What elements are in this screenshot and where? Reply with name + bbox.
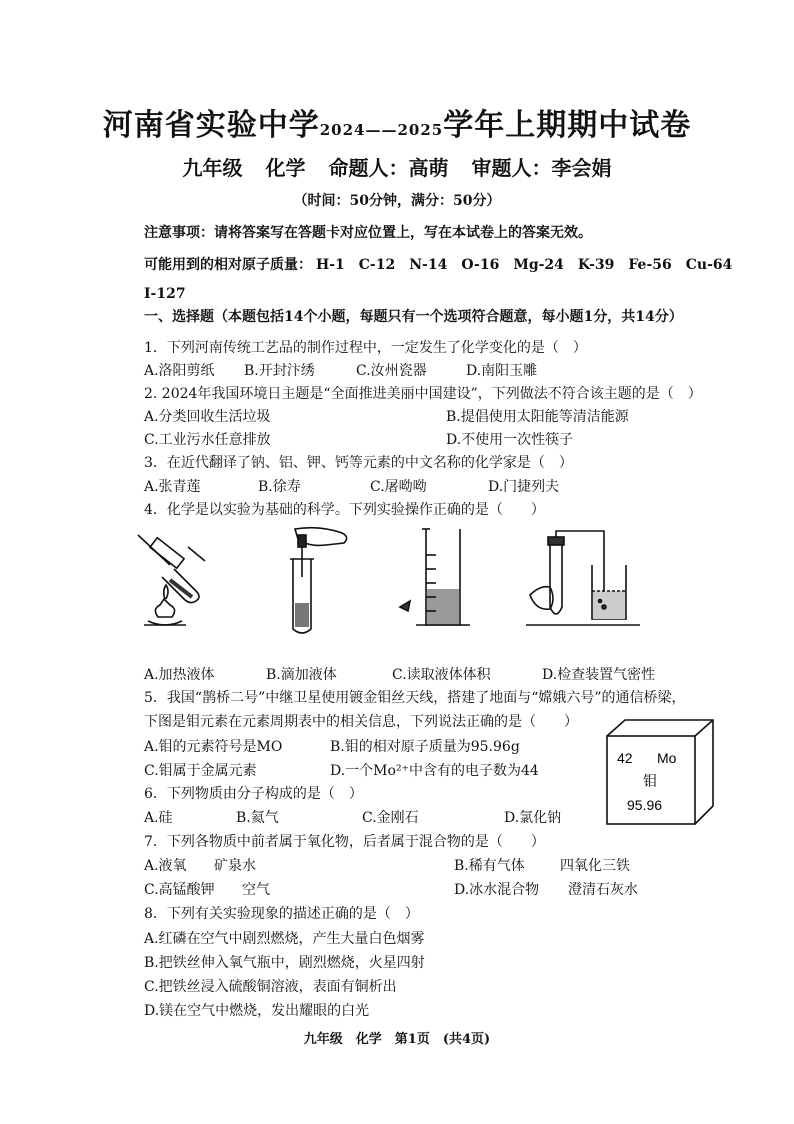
mass-c: C-12 bbox=[358, 257, 396, 273]
q7-option-d-second: 澄清石灰水 bbox=[568, 882, 638, 898]
question-6-stem: 6．下列物质由分子构成的是（ ） bbox=[144, 786, 363, 802]
question-2-stem: 2. 2024年我国环境日主题是“全面推进美丽中国建设”，下列做法不符合该主题的是（ ） bbox=[144, 386, 702, 402]
heating-liquid-figure bbox=[138, 535, 205, 625]
q3-option-b: B.徐寿 bbox=[258, 479, 301, 495]
q7-option-c-first: C.高锰酸钾 bbox=[144, 882, 215, 898]
question-5-stem-line1: 5．我国“鹊桥二号”中继卫星使用镀金钼丝天线，搭建了地面与“嫦娥六号”的通信桥梁， bbox=[144, 690, 686, 706]
q2-option-d: D.不使用一次性筷子 bbox=[446, 432, 574, 448]
reviewer-label: 审题人：李会娟 bbox=[471, 156, 612, 180]
section-heading: 一、选择题（本题包括14个小题，每题只有一个选项符合题意，每小题1分，共14分） bbox=[144, 309, 683, 325]
mass-cu: Cu-64 bbox=[685, 257, 733, 273]
q4-option-c: C.读取液体体积 bbox=[392, 667, 491, 683]
author-label: 命题人：高萌 bbox=[328, 156, 449, 180]
element-number: 42 bbox=[617, 750, 633, 766]
q4-option-a: A.加热液体 bbox=[144, 667, 215, 683]
page-footer: 九年级 化学 第1页 (共4页) bbox=[303, 1032, 491, 1047]
mass-o: O-16 bbox=[461, 257, 500, 273]
mass-mg: Mg-24 bbox=[513, 257, 564, 273]
q4-option-d: D.检查装置气密性 bbox=[542, 667, 656, 683]
q8-option-b: B.把铁丝伸入氧气瓶中，剧烈燃烧，火星四射 bbox=[144, 955, 425, 971]
q5-option-c: C.钼属于金属元素 bbox=[144, 763, 257, 779]
experiment-illustrations bbox=[130, 525, 690, 640]
element-symbol: Mo bbox=[657, 750, 677, 766]
question-7-stem: 7．下列各物质中前者属于氧化物，后者属于混合物的是（ ） bbox=[144, 834, 545, 850]
q1-option-b: B.开封汴绣 bbox=[244, 363, 315, 379]
graduated-cylinder-figure bbox=[400, 529, 470, 625]
airtightness-figure bbox=[526, 531, 640, 625]
mass-k: K-39 bbox=[577, 257, 615, 273]
q1-option-a: A.洛阳剪纸 bbox=[144, 363, 215, 379]
q7-option-a-second: 矿泉水 bbox=[214, 858, 256, 874]
q6-option-b: B.氦气 bbox=[236, 810, 279, 826]
exam-subtitle bbox=[0, 152, 794, 181]
periodic-table-cell bbox=[605, 718, 715, 828]
q3-option-c: C.屠呦呦 bbox=[370, 479, 427, 495]
title-rest: 学年上期期中试卷 bbox=[443, 108, 692, 143]
question-5-stem-line2: 下图是钼元素在元素周期表中的相关信息，下列说法正确的是（ ） bbox=[144, 714, 578, 730]
page-title bbox=[0, 100, 794, 144]
question-3-stem: 3．在近代翻译了钠、铝、钾、钙等元素的中文名称的化学家是（ ） bbox=[144, 455, 573, 471]
q2-option-b: B.提倡使用太阳能等清洁能源 bbox=[446, 409, 629, 425]
q7-option-b-first: B.稀有气体 bbox=[454, 858, 525, 874]
mass-n: N-14 bbox=[409, 257, 448, 273]
mass-extra: I-127 bbox=[144, 286, 186, 302]
q5-option-a: A.钼的元素符号是MO bbox=[144, 739, 283, 755]
q2-option-a: A.分类回收生活垃圾 bbox=[144, 409, 271, 425]
q7-option-b-second: 四氧化三铁 bbox=[560, 858, 630, 874]
q3-option-d: D.门捷列夫 bbox=[488, 479, 560, 495]
q7-option-a-first: A.液氧 bbox=[144, 858, 187, 874]
attention-note: 注意事项：请将答案写在答题卡对应位置上，写在本试卷上的答案无效。 bbox=[144, 225, 592, 241]
mass-fe: Fe-56 bbox=[628, 257, 672, 273]
q6-option-d: D.氯化钠 bbox=[504, 810, 562, 826]
q8-option-c: C.把铁丝浸入硫酸铜溶液，表面有铜析出 bbox=[144, 979, 397, 995]
dropping-liquid-figure bbox=[290, 528, 347, 633]
mass-h: H-1 bbox=[316, 257, 345, 273]
element-mass: 95.96 bbox=[627, 797, 663, 813]
q5-option-d: D.一个Mo²⁺中含有的电子数为44 bbox=[330, 763, 539, 779]
q1-option-d: D.南阳玉雕 bbox=[466, 363, 538, 379]
mass-label: 可能用到的相对原子质量： bbox=[144, 257, 312, 273]
time-score: （时间：50分钟，满分：50分） bbox=[293, 193, 501, 209]
q1-option-c: C.汝州瓷器 bbox=[356, 363, 427, 379]
q7-option-d-first: D.冰水混合物 bbox=[454, 882, 540, 898]
question-1-stem: 1．下列河南传统工艺品的制作过程中，一定发生了化学变化的是（ ） bbox=[144, 340, 587, 356]
title-years: 2024——2025 bbox=[319, 121, 444, 139]
q3-option-a: A.张青莲 bbox=[144, 479, 201, 495]
q2-option-c: C.工业污水任意排放 bbox=[144, 432, 271, 448]
question-8-stem: 8．下列有关实验现象的描述正确的是（ ） bbox=[144, 906, 419, 922]
q6-option-c: C.金刚石 bbox=[362, 810, 419, 826]
q5-option-b: B.钼的相对原子质量为95.96g bbox=[330, 739, 520, 755]
q7-option-c-second: 空气 bbox=[242, 882, 270, 898]
question-4-stem: 4．化学是以实验为基础的科学。下列实验操作正确的是（ ） bbox=[144, 502, 545, 518]
q8-option-a: A.红磷在空气中剧烈燃烧，产生大量白色烟雾 bbox=[144, 931, 425, 947]
grade-label: 九年级 bbox=[182, 156, 243, 180]
title-school: 河南省实验中学 bbox=[102, 108, 320, 143]
q8-option-d: D.镁在空气中燃烧，发出耀眼的白光 bbox=[144, 1003, 370, 1019]
q6-option-a: A.硅 bbox=[144, 810, 173, 826]
q4-option-b: B.滴加液体 bbox=[266, 667, 337, 683]
subject-label: 化学 bbox=[265, 156, 306, 180]
element-name: 钼 bbox=[643, 774, 657, 790]
atomic-mass-line bbox=[144, 254, 732, 274]
